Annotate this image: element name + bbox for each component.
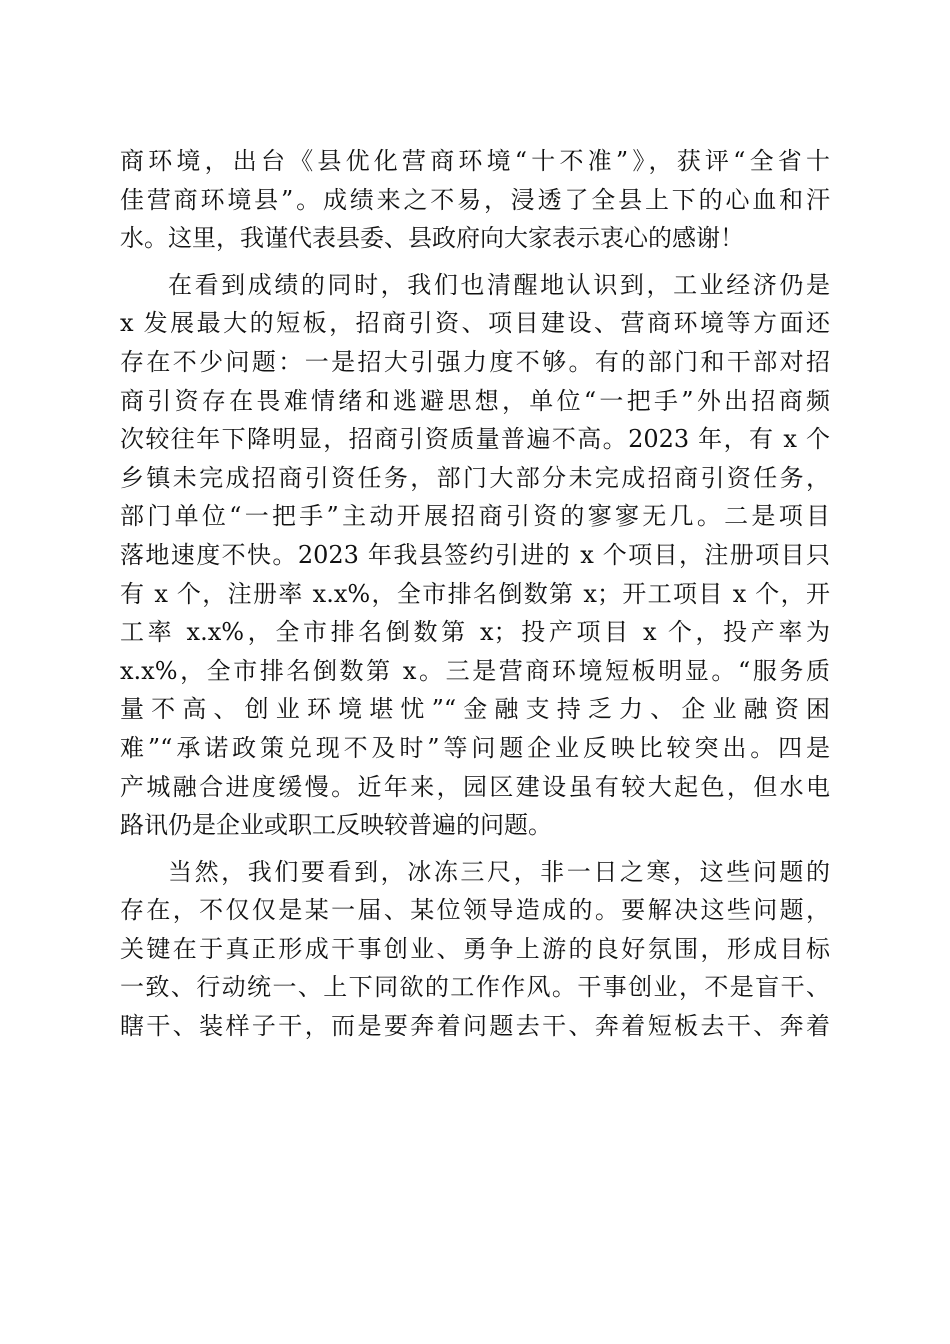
text-line: 工率 x.x%，全市排名倒数第 x；投产项目 x 个，投产率为 <box>120 618 830 647</box>
text-line: 路讯仍是企业或职工反映较普遍的问题。 <box>120 811 552 840</box>
text-line: 一致、行动统一、上下同欲的工作作风。干事创业，不是盲干、 <box>120 973 830 1002</box>
paragraph-2 <box>120 266 830 845</box>
text-line: 瞎干、装样子干，而是要奔着问题去干、奔着短板去干、奔着 <box>120 1012 830 1041</box>
text-line: 存在不少问题：一是招大引强力度不够。有的部门和干部对招 <box>120 347 830 376</box>
paragraph-spacer <box>120 258 830 266</box>
text-line: 水。这里，我谨代表县委、县政府向大家表示衷心的感谢！ <box>120 224 744 253</box>
text-line: 佳营商环境县”。成绩来之不易，浸透了全县上下的心血和汗 <box>120 185 830 214</box>
paragraph-1 <box>120 142 830 258</box>
text-line: x 发展最大的短板，招商引资、项目建设、营商环境等方面还 <box>120 309 830 338</box>
text-line: 当然，我们要看到，冰冻三尺，非一日之寒，这些问题的 <box>168 857 830 886</box>
text-line: 商环境，出台《县优化营商环境“十不准”》，获评“全省十 <box>120 147 830 175</box>
text-line: 量不高、创业环境堪忧”“金融支持乏力、企业融资困 <box>120 695 830 724</box>
text-line: 关键在于真正形成干事创业、勇争上游的良好氛围，形成目标 <box>120 934 830 963</box>
text-line: 难”“承诺政策兑现不及时”等问题企业反映比较突出。四是 <box>120 733 830 762</box>
document-body <box>120 142 830 1046</box>
text-line: 部门单位“一把手”主动开展招商引资的寥寥无几。二是项目 <box>120 502 830 531</box>
text-line: 在看到成绩的同时，我们也清醒地认识到，工业经济仍是 <box>168 270 830 299</box>
text-line: 乡镇未完成招商引资任务，部门大部分未完成招商引资任务， <box>120 463 830 492</box>
paragraph-spacer <box>120 845 830 853</box>
text-line: 商引资存在畏难情绪和逃避思想，单位“一把手”外出招商频 <box>120 386 830 415</box>
paragraph-3 <box>120 853 830 1046</box>
text-line: 存在，不仅仅是某一届、某位领导造成的。要解决这些问题， <box>120 896 830 925</box>
text-line: x.x%，全市排名倒数第 x。三是营商环境短板明显。“服务质 <box>120 656 830 685</box>
text-line: 产城融合进度缓慢。近年来，园区建设虽有较大起色，但水电 <box>120 772 830 801</box>
text-line: 次较往年下降明显，招商引资质量普遍不高。2023 年，有 x 个 <box>120 425 830 454</box>
text-line: 落地速度不快。2023 年我县签约引进的 x 个项目，注册项目只 <box>120 540 830 569</box>
text-line: 有 x 个，注册率 x.x%，全市排名倒数第 x；开工项目 x 个，开 <box>120 579 830 608</box>
